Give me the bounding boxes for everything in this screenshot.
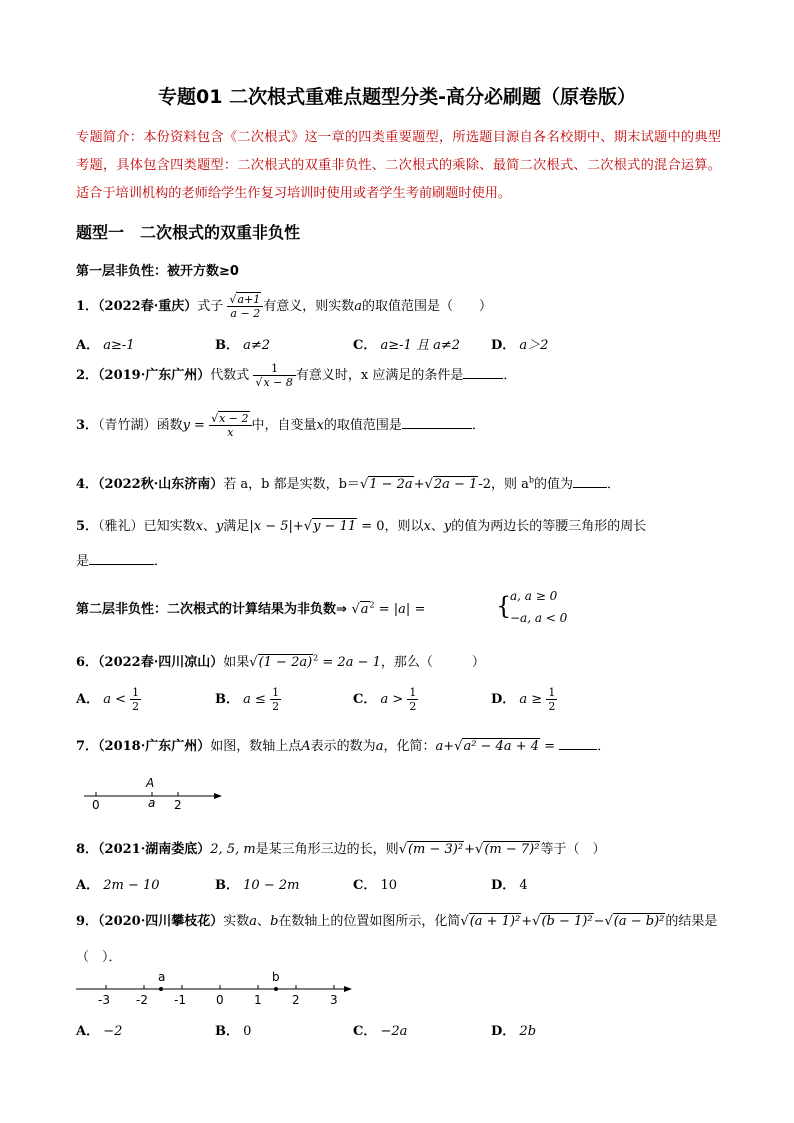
tick-label: 0	[92, 798, 100, 812]
question-7: 7．（2018·广东广州）如图，数轴上点A表示的数为a，化简：a+√a² − 4a + 4 = ．	[76, 739, 611, 754]
question-9: 9．（2020·四川攀枝花）实数a、b在数轴上的位置如图所示，化简√(a + 1)²+√(b − 1)²−√(a − b)²的结果是	[76, 914, 718, 929]
case-2: −a, a < 0	[510, 611, 568, 625]
option-label: C．	[353, 338, 377, 353]
text: 如果	[223, 655, 250, 670]
question-3	[76, 412, 485, 439]
text: 如图，数轴上点	[210, 739, 302, 754]
option-b[interactable]	[215, 874, 299, 893]
text: 的取值范围是（ ）	[362, 299, 493, 314]
numerator: 1	[409, 686, 417, 699]
option-a[interactable]	[76, 686, 141, 713]
option-label: B．	[215, 1024, 239, 1039]
axis-arrow-icon	[344, 986, 352, 992]
text: 在数轴上的位置如图所示，化简	[278, 914, 461, 929]
option-label: C．	[353, 692, 377, 707]
layer-heading-2	[76, 598, 425, 617]
radicand: (a − b)²	[613, 914, 665, 929]
tick-label: 1	[254, 993, 262, 1007]
text: 式子	[197, 299, 224, 314]
text: 有意义时，x 应满足的条件是	[295, 368, 464, 383]
fraction: $\frac{1}{√x - 8}$	[253, 362, 295, 389]
question-number: 9．	[76, 914, 99, 929]
radicand: (m − 7)²	[484, 842, 540, 857]
text: 的值为两边长的等腰三角形的周长	[451, 519, 647, 534]
text: 中，自变量	[251, 418, 317, 433]
operator: =	[378, 602, 390, 617]
option-text: a≥-1	[103, 338, 135, 353]
intro-paragraph: 专题简介：本份资料包含《二次根式》这一章的四类重要题型，所选题目源自各名校期中、期末试题中的典型考题，具体包含四类题型：二次根式的双重非负性、二次根式的乘除、最简二次根式、二次根式的混合运算。适合于培训机构的老师给学生作复习培训时使用或者学生考前刷题时使用。	[76, 130, 721, 201]
text: = 0	[361, 519, 385, 534]
variable: a	[435, 739, 444, 754]
variable: x	[316, 418, 324, 433]
answer-blank[interactable]	[463, 378, 503, 379]
point-label: A	[146, 776, 155, 790]
option-label: A．	[76, 878, 100, 893]
fraction: $\frac{√x - 2}{x}$	[209, 412, 251, 439]
text: 是	[76, 554, 90, 569]
text: 的取值范围是	[323, 418, 402, 433]
question-source: （青竹湖）	[98, 418, 157, 433]
operator: +	[521, 914, 533, 929]
question-number: 2．	[76, 368, 99, 383]
question-number: 4．	[76, 477, 99, 492]
section-heading: 题型一 二次根式的双重非负性	[76, 223, 301, 242]
text: ．	[607, 477, 621, 492]
option-d[interactable]	[491, 334, 548, 353]
option-text: −2	[103, 1024, 123, 1039]
page-title: 专题01 二次根式重难点题型分类-高分必刷题（原卷版）	[158, 86, 636, 108]
point-a	[159, 987, 163, 991]
radicand: (b − 1)²	[541, 914, 593, 929]
option-text: 10	[380, 878, 398, 893]
point-label: A	[301, 739, 311, 754]
number-line-q7	[80, 775, 230, 815]
question-source: （2021·湖南娄底）	[98, 842, 211, 857]
option-d[interactable]	[491, 874, 528, 893]
text: ．	[503, 368, 517, 383]
tick-label: 0	[216, 993, 224, 1007]
denominator: x	[227, 426, 234, 439]
question-number: 6．	[76, 655, 99, 670]
option-d[interactable]	[491, 686, 557, 713]
operator: =	[414, 602, 426, 617]
variable: y	[215, 519, 224, 534]
radicand: (m − 3)²	[407, 842, 464, 857]
answer-blank[interactable]	[89, 564, 154, 565]
abs-expr: x − 5	[253, 519, 289, 534]
option-text: −2a	[380, 1024, 408, 1039]
numerator: a+1	[237, 293, 261, 306]
question-4: 4．（2022秋·山东济南）若 a，b 都是实数，b＝√1 − 2a+√2a − 1-2，则 $a^b$的值为 ．	[76, 475, 621, 492]
option-text: 10 − 2m	[243, 878, 300, 893]
case-1: a, a ≥ 0	[510, 589, 558, 603]
text: ，那么（ ）	[380, 655, 485, 670]
text: ．	[154, 554, 168, 569]
text: 的值为	[534, 477, 574, 492]
question-source: （2019·广东广州）	[98, 368, 211, 383]
text: ．	[597, 739, 611, 754]
question-number: 8．	[76, 842, 99, 857]
question-source: （雅礼）	[98, 519, 144, 534]
denominator: 2	[272, 700, 280, 713]
text: 已知实数	[143, 519, 196, 534]
radicand: (1 − 2a)	[258, 655, 313, 670]
abs-expr: a	[398, 602, 406, 617]
radicand: (a + 1)²	[469, 914, 521, 929]
operator: +	[292, 519, 304, 534]
text: 函数	[156, 418, 183, 433]
option-a[interactable]	[76, 334, 135, 353]
answer-blank[interactable]	[573, 487, 607, 488]
text: ，化简：	[383, 739, 436, 754]
option-label: C．	[353, 878, 377, 893]
text: 、	[257, 914, 271, 929]
abs-formula: $√a^2 = |a|$ =	[351, 600, 426, 617]
tick-label: a	[148, 796, 156, 810]
option-text: a ≤	[243, 692, 266, 707]
option-a[interactable]	[76, 1020, 122, 1039]
operator: −	[593, 914, 605, 929]
text: 有意义，则实数	[263, 299, 355, 314]
variable: x	[423, 519, 431, 534]
text: 、	[430, 519, 444, 534]
radicand: a	[360, 602, 369, 617]
option-label: A．	[76, 338, 100, 353]
question-5: 5．（雅礼）已知实数x、y满足|x − 5|+√y − 11 = 0，则以x、y的值为两边长的等腰三角形的周长	[76, 519, 647, 534]
question-source: （2020·四川攀枝花）	[98, 914, 224, 929]
denominator: 2	[548, 700, 556, 713]
numerator: 1	[272, 686, 280, 699]
variable: b	[270, 914, 279, 929]
text: ．	[471, 418, 485, 433]
option-text: 2m − 10	[103, 878, 160, 893]
option-b[interactable]	[215, 334, 270, 353]
denominator: a − 2	[230, 307, 261, 320]
variable: a	[354, 299, 362, 314]
text: 表示的数为	[310, 739, 376, 754]
option-text: 2b	[519, 1024, 537, 1039]
numerator: 1	[548, 686, 556, 699]
option-label: D．	[491, 692, 516, 707]
question-9-line2: （ ）．	[76, 950, 122, 965]
tick-label: 2	[292, 993, 300, 1007]
option-label: D．	[491, 338, 516, 353]
question-source: （2018·广东广州）	[98, 739, 211, 754]
question-source: （2022春·四川凉山）	[98, 655, 224, 670]
layer-text: 第二层非负性：二次根式的计算结果为非负数⇒	[76, 602, 347, 617]
option-d[interactable]	[491, 1020, 536, 1039]
question-number: 1．	[76, 299, 99, 314]
option-c[interactable]	[353, 1020, 407, 1039]
point-b	[274, 987, 278, 991]
question-source: （2022春·重庆）	[98, 299, 198, 314]
option-text: a＞2	[519, 338, 549, 353]
tick-label: -1	[174, 993, 186, 1007]
lhs: y =	[182, 418, 205, 433]
operator: +	[464, 842, 476, 857]
radicand: y − 11	[313, 519, 357, 534]
answer-blank[interactable]	[402, 428, 472, 429]
text: 的结果是	[665, 914, 718, 929]
answer-blank[interactable]	[559, 749, 597, 750]
text: 、	[202, 519, 216, 534]
option-text: a <	[103, 692, 127, 707]
variable: x	[195, 519, 203, 534]
question-8: 8．（2021·湖南娄底）2, 5, m是某三角形三边的长，则√(m − 3)²+√(m − 7)²等于（ ）	[76, 842, 606, 857]
question-number: 5．	[76, 519, 99, 534]
option-text: a≥-1 且 a≠2	[380, 338, 460, 353]
option-c[interactable]	[353, 874, 397, 893]
numerator: 1	[253, 362, 295, 376]
option-text: a≠2	[243, 338, 271, 353]
option-b[interactable]	[215, 686, 281, 713]
tick-label: 3	[330, 993, 338, 1007]
option-label: D．	[491, 1024, 516, 1039]
operator: +	[443, 739, 455, 754]
option-a[interactable]	[76, 874, 160, 893]
question-number: 7．	[76, 739, 99, 754]
text: 等于（ ）	[540, 842, 606, 857]
option-b[interactable]	[215, 1020, 251, 1039]
question-2	[76, 362, 516, 389]
operator: =	[544, 739, 556, 754]
brace-icon: {	[496, 592, 512, 620]
denominator: 2	[132, 700, 140, 713]
axis-arrow-icon	[214, 793, 222, 799]
text: = 2a − 1	[322, 655, 381, 670]
option-label: B．	[215, 338, 239, 353]
question-number: 3．	[76, 418, 99, 433]
fraction: $\frac{√a+1}{a - 2}$	[227, 293, 263, 320]
text: 代数式	[210, 368, 250, 383]
option-c[interactable]	[353, 686, 418, 713]
text: 是某三角形三边的长，则	[255, 842, 399, 857]
option-text: a >	[380, 692, 404, 707]
operator: +	[413, 477, 425, 492]
text: 2, 5, m	[210, 842, 256, 857]
tick-label: -2	[136, 993, 148, 1007]
option-label: A．	[76, 1024, 100, 1039]
option-text: a ≥	[519, 692, 543, 707]
tick-label: -3	[98, 993, 110, 1007]
number-line-q9	[76, 970, 366, 1010]
option-label: B．	[215, 878, 239, 893]
denominator: 2	[409, 700, 417, 713]
text: -2，则 a	[478, 477, 529, 492]
option-text: 0	[243, 1024, 252, 1039]
denominator: x − 8	[263, 376, 293, 389]
radicand: 1 − 2a	[369, 477, 413, 492]
question-6: 6．（2022春·四川凉山）如果$√(1 - 2a)^2 = 2a - 1$，那么（ ）	[76, 653, 485, 670]
layer-heading-1: 第一层非负性：被开方数≥0	[76, 264, 239, 279]
exponent: b	[528, 475, 535, 485]
radicand: a² − 4a + 4	[463, 739, 540, 754]
tick-label: 2	[174, 798, 182, 812]
point-label: a	[158, 970, 166, 984]
numerator: 1	[132, 686, 140, 699]
text: 实数	[223, 914, 250, 929]
text: 满足	[223, 519, 250, 534]
option-label: C．	[353, 1024, 377, 1039]
exponent: 2	[313, 653, 319, 663]
question-1	[76, 293, 492, 320]
option-label: D．	[491, 878, 516, 893]
option-label: A．	[76, 692, 100, 707]
option-label: B．	[215, 692, 239, 707]
numerator: x − 2	[219, 412, 249, 425]
variable: a	[249, 914, 258, 929]
option-c[interactable]	[353, 334, 460, 353]
option-text: 4	[519, 878, 528, 893]
text: ，则以	[384, 519, 424, 534]
variable: a	[375, 739, 384, 754]
question-5-line2	[76, 550, 167, 569]
question-source: （2022秋·山东济南）	[98, 477, 224, 492]
point-label: b	[272, 970, 280, 984]
radicand: 2a − 1	[433, 477, 478, 492]
text: 若 a，b 都是实数，b＝	[223, 477, 360, 492]
variable: y	[443, 519, 452, 534]
